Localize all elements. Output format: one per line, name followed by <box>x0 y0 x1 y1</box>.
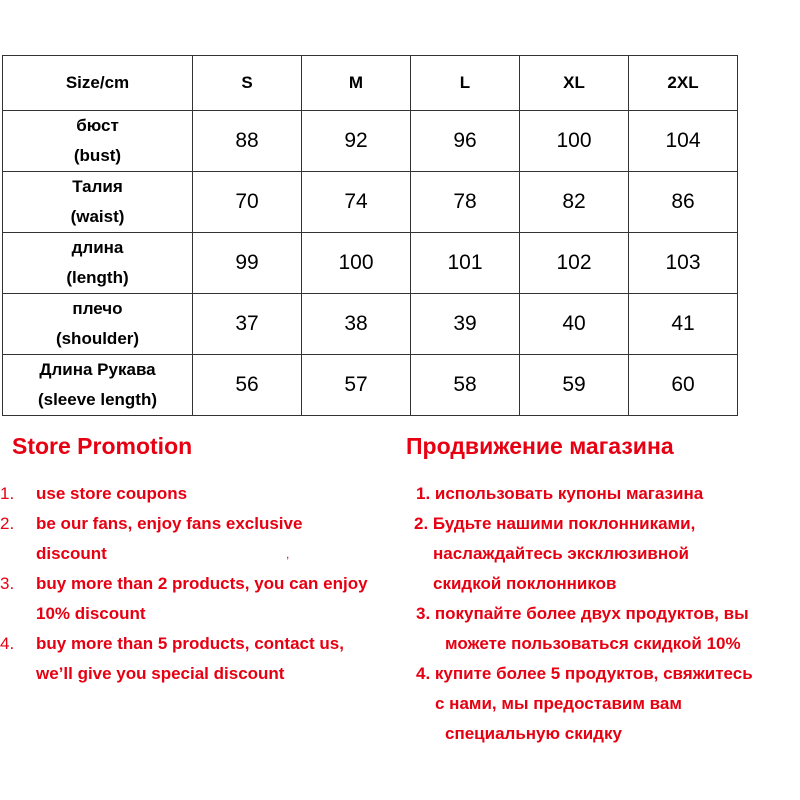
promo-item-text: buy more than 2 products, you can enjoy <box>36 574 368 593</box>
row-label <box>3 172 193 233</box>
row-label-ru: бюст <box>76 116 119 135</box>
row-label <box>3 294 193 355</box>
promo-ru-line: с нами, мы предоставим вам <box>435 694 682 713</box>
table-cell: 38 <box>302 294 411 355</box>
table-cell: 59 <box>520 355 629 416</box>
row-label-en: (length) <box>66 268 129 287</box>
row-label-ru: Длина Рукава <box>39 360 156 379</box>
promo-item-text: be our fans, enjoy fans exclusive <box>36 514 303 533</box>
header-cell: L <box>411 56 520 111</box>
row-label-en: (bust) <box>73 146 122 165</box>
promo-item-text: discount <box>36 544 107 563</box>
promo-item-text: buy more than 5 products, contact us, <box>36 634 344 653</box>
header-cell: Size/cm <box>3 56 193 111</box>
row-label-en: (sleeve length) <box>37 390 158 409</box>
table-cell: 92 <box>302 111 411 172</box>
table-cell: 99 <box>193 233 302 294</box>
table-cell: 82 <box>520 172 629 233</box>
table-cell: 103 <box>629 233 738 294</box>
header-cell: 2XL <box>629 56 738 111</box>
promo-ru-line: специальную скидку <box>445 724 622 743</box>
stray-comma: , <box>286 547 290 561</box>
promo-item-en <box>0 573 14 595</box>
table-row <box>3 233 738 294</box>
promo-ru-line: можете пользоваться скидкой 10% <box>445 634 741 653</box>
table-cell: 100 <box>302 233 411 294</box>
table-row <box>3 355 738 416</box>
size-table <box>2 55 738 416</box>
promo-item-number: 1. <box>0 484 15 503</box>
promo-item-number: 3. <box>0 574 15 593</box>
table-cell: 96 <box>411 111 520 172</box>
table-cell: 104 <box>629 111 738 172</box>
table-cell: 57 <box>302 355 411 416</box>
promo-item-text: use store coupons <box>36 484 188 503</box>
row-label-ru: плечо <box>72 299 123 318</box>
table-cell: 39 <box>411 294 520 355</box>
promo-ru-line: 1. использовать купоны магазина <box>416 484 704 503</box>
table-cell: 74 <box>302 172 411 233</box>
promo-ru-line: наслаждайтесь эксклюзивной <box>433 544 689 563</box>
promo-item-en <box>0 633 14 655</box>
row-label-en: (waist) <box>70 207 125 226</box>
table-cell: 70 <box>193 172 302 233</box>
row-label <box>3 233 193 294</box>
promo-title-en: Store Promotion <box>12 433 193 459</box>
table-cell: 58 <box>411 355 520 416</box>
row-label-ru: длина <box>71 238 124 257</box>
row-label-en: (shoulder) <box>55 329 140 348</box>
table-cell: 41 <box>629 294 738 355</box>
table-cell: 86 <box>629 172 738 233</box>
promo-ru-line: 2. Будьте нашими поклонниками, <box>414 514 696 533</box>
table-cell: 101 <box>411 233 520 294</box>
promo-item-en <box>0 513 14 535</box>
promo-item-text: 10% discount <box>36 604 146 623</box>
promo-ru-line: 3. покупайте более двух продуктов, вы <box>416 604 749 623</box>
table-row <box>3 294 738 355</box>
table-cell: 102 <box>520 233 629 294</box>
table-cell: 100 <box>520 111 629 172</box>
table-cell: 40 <box>520 294 629 355</box>
promo-title-ru: Продвижение магазина <box>406 433 674 459</box>
table-row <box>3 111 738 172</box>
promo-ru-line: 4. купите более 5 продуктов, свяжитесь <box>416 664 753 683</box>
table-row <box>3 172 738 233</box>
table-header-row <box>3 56 738 111</box>
table-cell: 37 <box>193 294 302 355</box>
row-label <box>3 355 193 416</box>
header-cell: XL <box>520 56 629 111</box>
promo-ru-line: скидкой поклонников <box>433 574 617 593</box>
header-cell: S <box>193 56 302 111</box>
promo-item-en <box>0 483 14 505</box>
row-label <box>3 111 193 172</box>
table-cell: 78 <box>411 172 520 233</box>
row-label-ru: Талия <box>72 177 123 196</box>
promo-item-text: we’ll give you special discount <box>36 664 285 683</box>
table-cell: 60 <box>629 355 738 416</box>
header-cell: M <box>302 56 411 111</box>
table-cell: 56 <box>193 355 302 416</box>
promo-item-number: 4. <box>0 634 15 653</box>
table-cell: 88 <box>193 111 302 172</box>
promo-item-number: 2. <box>0 514 15 533</box>
